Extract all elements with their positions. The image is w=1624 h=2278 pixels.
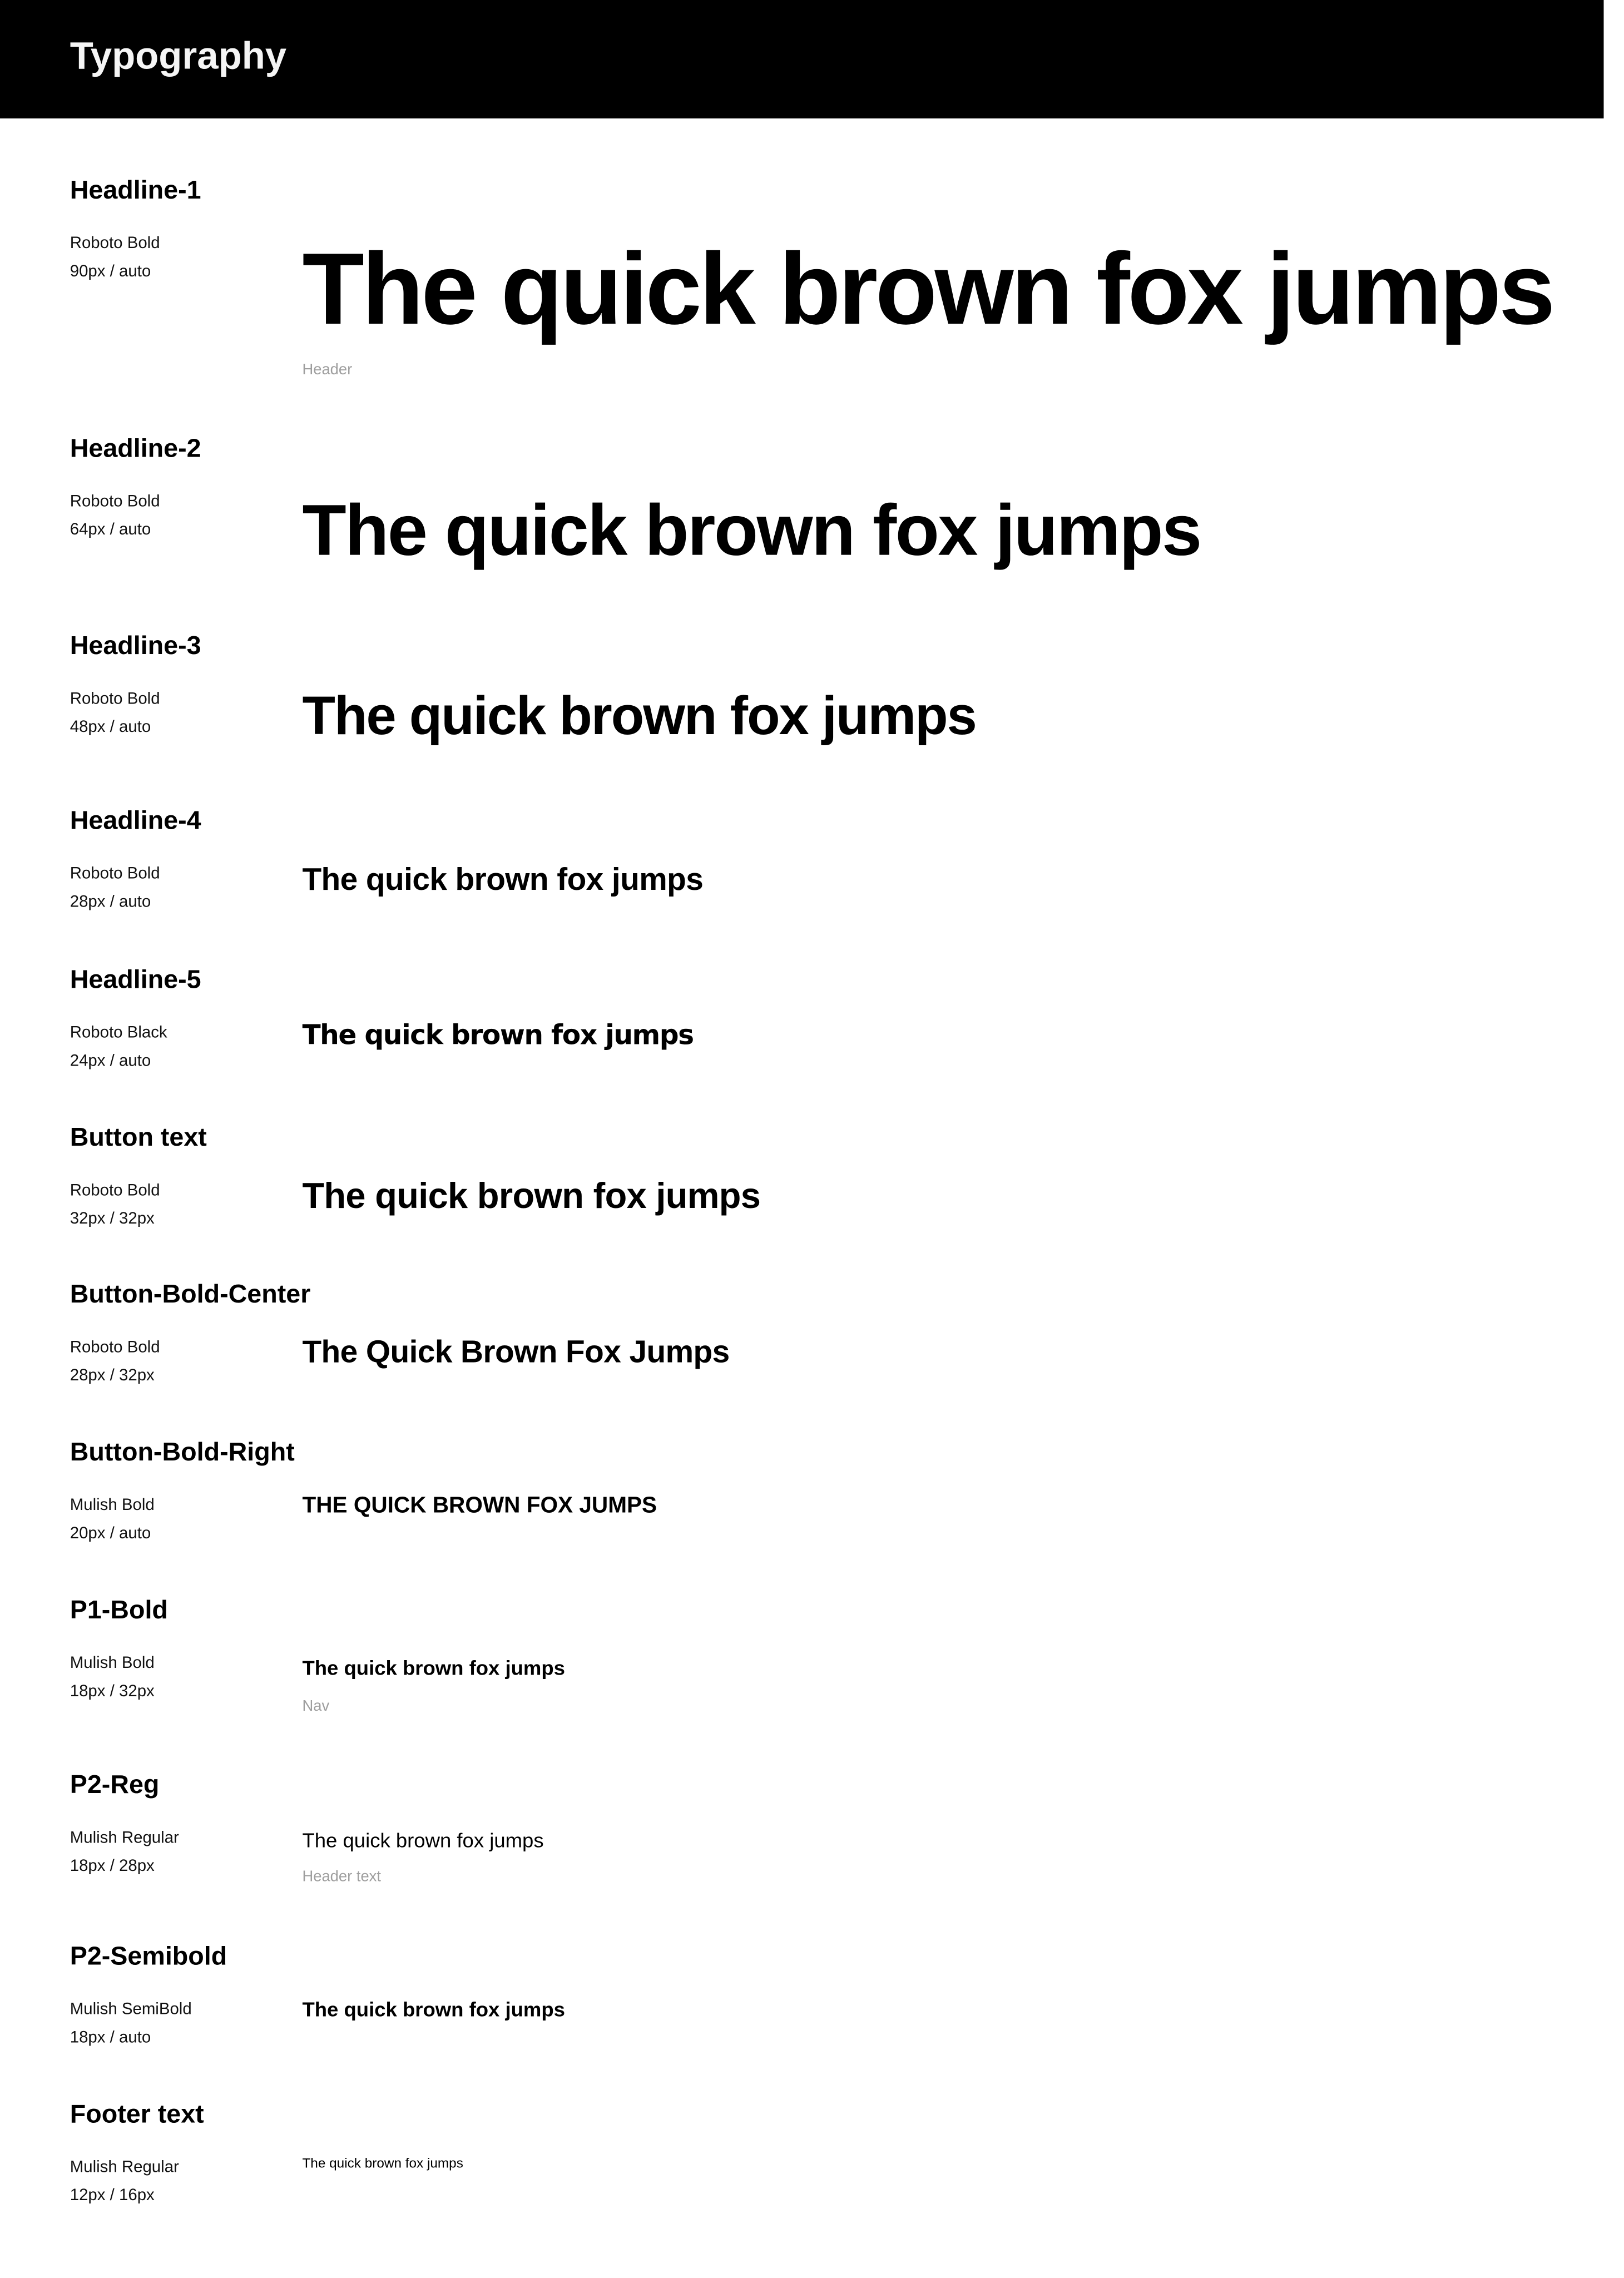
style-name: Button-Bold-Right [70, 1437, 295, 1467]
section-headline-4 [70, 804, 1602, 917]
sample-block [302, 1177, 1601, 1214]
style-sample: The quick brown fox jumps [302, 233, 1553, 346]
style-sample: The quick brown fox jumps [302, 1019, 694, 1051]
style-sample: THE QUICK BROWN FOX JUMPS [302, 1493, 657, 1518]
sample-block [302, 1996, 1601, 2024]
style-sample: The Quick Brown Fox Jumps [302, 1334, 730, 1369]
style-name: P1-Bold [70, 1594, 168, 1625]
sample-block [302, 488, 1601, 573]
style-name: Headline-1 [70, 175, 201, 205]
page-title: Typography [70, 34, 287, 78]
style-size: 32px / 32px [70, 1210, 155, 1229]
section-button-bold-right [70, 1435, 1602, 1548]
style-size: 18px / auto [70, 2028, 151, 2047]
style-name: Headline-4 [70, 805, 201, 835]
style-font: Roboto Bold [70, 493, 160, 511]
style-sample: The quick brown fox jumps [302, 1998, 565, 2021]
style-font: Mulish Bold [70, 1496, 155, 1515]
style-spec [70, 230, 303, 286]
sample-block [302, 1019, 1601, 1051]
section-footer-text [70, 2098, 1602, 2211]
style-name: Footer text [70, 2098, 204, 2128]
style-font: Mulish Regular [70, 1829, 179, 1848]
section-headline-1 [70, 174, 1602, 380]
style-sample: The quick brown fox jumps [302, 1829, 544, 1852]
style-spec [70, 488, 303, 544]
style-font: Mulish Regular [70, 2158, 179, 2177]
style-spec [70, 1019, 303, 1076]
section-p1-bold [70, 1593, 1602, 1716]
sample-block [302, 1825, 1601, 1887]
style-sample: The quick brown fox jumps [302, 686, 976, 747]
style-sample: The quick brown fox jumps [302, 1656, 565, 1680]
style-font: Roboto Bold [70, 1338, 160, 1357]
header-bar [0, 0, 1604, 118]
sample-block [302, 686, 1601, 749]
sample-block [302, 860, 1601, 898]
sample-block [302, 2154, 1601, 2172]
style-caption: Header [302, 360, 353, 378]
style-caption: Nav [302, 1697, 330, 1715]
style-size: 28px / 32px [70, 1366, 155, 1385]
style-name: Button-Bold-Center [70, 1279, 311, 1309]
section-p2-reg [70, 1769, 1602, 1887]
sample-block [302, 1650, 1601, 1717]
style-font: Roboto Black [70, 1024, 167, 1042]
sample-block [302, 1334, 1601, 1370]
style-size: 18px / 28px [70, 1857, 155, 1876]
style-size: 24px / auto [70, 1052, 151, 1071]
style-spec [70, 860, 303, 917]
style-font: Roboto Bold [70, 234, 160, 253]
style-font: Roboto Bold [70, 865, 160, 883]
style-size: 64px / auto [70, 521, 151, 539]
style-sample: The quick brown fox jumps [302, 489, 1201, 571]
style-font: Roboto Bold [70, 690, 160, 709]
style-name: Headline-5 [70, 964, 201, 994]
style-name: Headline-2 [70, 433, 201, 463]
style-size: 48px / auto [70, 718, 151, 737]
style-size: 90px / auto [70, 263, 151, 281]
style-name: P2-Semibold [70, 1940, 227, 1970]
style-size: 18px / 32px [70, 1682, 155, 1701]
style-font: Mulish Bold [70, 1654, 155, 1673]
style-spec [70, 1177, 303, 1234]
section-headline-5 [70, 963, 1602, 1076]
style-name: Headline-3 [70, 630, 201, 660]
style-size: 12px / 16px [70, 2186, 155, 2205]
style-spec [70, 1334, 303, 1390]
style-sample: The quick brown fox jumps [302, 861, 704, 897]
style-font: Mulish SemiBold [70, 2000, 192, 2019]
section-p2-semibold [70, 1940, 1602, 2053]
section-button-text [70, 1121, 1602, 1234]
style-spec [70, 686, 303, 742]
style-name: P2-Reg [70, 1769, 160, 1799]
style-caption: Header text [302, 1868, 381, 1885]
sample-block [302, 230, 1601, 380]
style-name: Button text [70, 1122, 207, 1152]
style-spec [70, 1996, 303, 2052]
section-button-bold-center [70, 1277, 1602, 1390]
style-font: Roboto Bold [70, 1182, 160, 1200]
style-spec [70, 1825, 303, 1881]
style-size: 28px / auto [70, 893, 151, 912]
sample-block [302, 1492, 1601, 1521]
style-sample: The quick brown fox jumps [302, 1175, 761, 1216]
style-spec [70, 2154, 303, 2210]
style-sample: The quick brown fox jumps [302, 2155, 463, 2171]
section-headline-3 [70, 630, 1602, 749]
style-size: 20px / auto [70, 1524, 151, 1543]
section-headline-2 [70, 432, 1602, 573]
style-spec [70, 1650, 303, 1706]
style-spec [70, 1492, 303, 1548]
